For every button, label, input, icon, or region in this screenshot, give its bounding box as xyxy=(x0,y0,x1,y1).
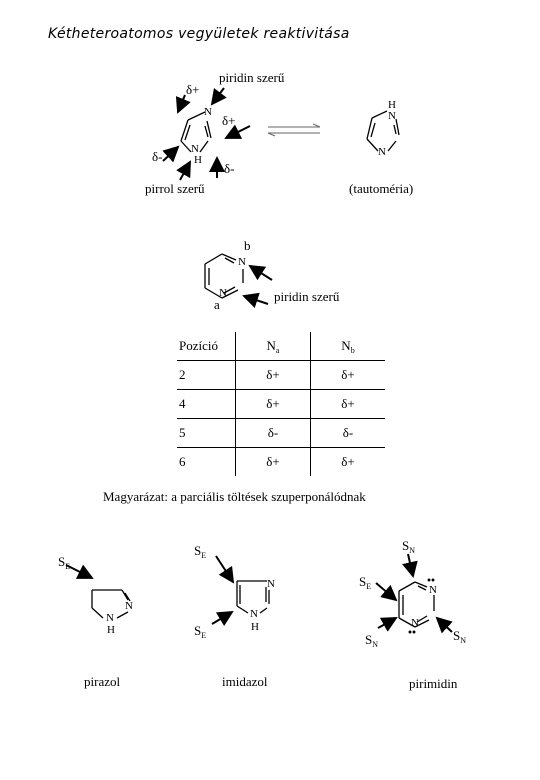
pyrimidine-piridin-label: piridin szerű xyxy=(274,289,340,304)
imidazol-atom-h: H xyxy=(251,621,259,633)
delta-minus-label-bottom: δ- xyxy=(224,161,235,176)
position-table xyxy=(177,332,385,476)
table-row xyxy=(177,361,385,390)
delta-plus-label-left: δ+ xyxy=(186,82,200,97)
arrow-delta-plus-c xyxy=(178,95,185,112)
table-cell: 5 xyxy=(179,425,186,440)
pirazol-atom-n-bottom: N xyxy=(106,612,114,624)
atom-n-bottom: N xyxy=(191,143,199,155)
table-row xyxy=(177,390,385,419)
pirimidin-sn-bottom-left-label: $S_N$ xyxy=(365,632,379,649)
arrow-piridin-n xyxy=(212,88,224,104)
tautomer-label: (tautoméria) xyxy=(349,181,414,196)
table-cell: δ+ xyxy=(236,448,311,477)
pirimidin-atom-n-bottom: N xyxy=(411,617,419,629)
table-cell: δ+ xyxy=(236,361,311,390)
pirazol-name: pirazol xyxy=(84,674,121,689)
imidazol-se-top-label: $S_E$ xyxy=(194,543,207,560)
explanation-text: Magyarázat: a parciális töltések szuperponálódnak xyxy=(103,489,366,504)
pirazol-atom-h: H xyxy=(107,624,115,636)
pyrimidine-atom-n-a: N xyxy=(219,287,227,299)
arrow-pirimidin-se-left xyxy=(376,583,396,600)
page-title: Kétheteroatomos vegyületek reaktivitása xyxy=(48,26,350,42)
table-cell: 2 xyxy=(179,367,186,382)
tautomer-atom-n-top: N xyxy=(388,110,396,122)
table-cell: δ- xyxy=(342,425,354,440)
table-header-row xyxy=(177,332,385,361)
arrow-pirrol-n xyxy=(180,162,190,180)
arrow-pirimidin-sn-bottom-left xyxy=(378,618,396,628)
imidazol-se-bottom-label: $S_E$ xyxy=(194,623,207,640)
pirrol-label: pirrol szerű xyxy=(145,181,205,196)
imidazol-atom-n-bottom: N xyxy=(250,608,258,620)
pirazol-atom-n-right: N xyxy=(125,600,133,612)
pirimidin-name: pirimidin xyxy=(409,676,458,691)
header-pozicio: Pozíció xyxy=(179,338,218,353)
header-na: $N_a$ xyxy=(236,332,311,361)
table-cell: δ+ xyxy=(341,396,355,411)
imidazol-name: imidazol xyxy=(222,674,268,689)
pyrimidine-atom-n-b: N xyxy=(238,256,246,268)
table-cell: δ- xyxy=(236,419,311,448)
table-cell: 4 xyxy=(179,396,186,411)
pirimidin-se-left-label: $S_E$ xyxy=(359,574,372,591)
table-cell: δ+ xyxy=(236,390,311,419)
tautomer-atom-n-bottom: N xyxy=(378,146,386,158)
arrow-n-b xyxy=(250,266,272,280)
arrow-delta-minus-left xyxy=(163,147,178,161)
pirimidin-sn-bottom-right-label: $S_N$ xyxy=(453,628,467,645)
arrow-imidazol-se-top xyxy=(216,556,233,582)
arrow-pirimidin-sn-bottom-right xyxy=(437,618,452,632)
arrow-n-a xyxy=(244,296,268,304)
delta-plus-label-right: δ+ xyxy=(222,113,236,128)
arrow-pirimidin-sn-top xyxy=(408,554,413,576)
arrow-imidazol-se-bottom xyxy=(212,612,232,624)
piridin-label: piridin szerű xyxy=(219,70,285,85)
atom-n-top: N xyxy=(204,106,212,118)
label-b: b xyxy=(244,238,251,253)
atom-h-bottom: H xyxy=(194,154,202,166)
delta-minus-label-left: δ- xyxy=(152,149,163,164)
equilibrium-arrows xyxy=(268,124,320,136)
header-nb: $N_b$ xyxy=(341,337,355,355)
table-cell: δ+ xyxy=(341,367,355,382)
table-row xyxy=(177,448,385,477)
pirimidin-sn-top-label: $S_N$ xyxy=(402,538,416,555)
imidazol-atom-n-right: N xyxy=(267,578,275,590)
pirazol-se-label: $S_E$ xyxy=(58,554,71,571)
pirimidin-atom-n-top: N xyxy=(429,584,437,596)
table-row xyxy=(177,419,385,448)
table-cell: 6 xyxy=(179,454,186,469)
label-a: a xyxy=(214,297,220,312)
table-cell: δ+ xyxy=(341,454,355,469)
tautomer-atom-h: H xyxy=(388,99,396,111)
